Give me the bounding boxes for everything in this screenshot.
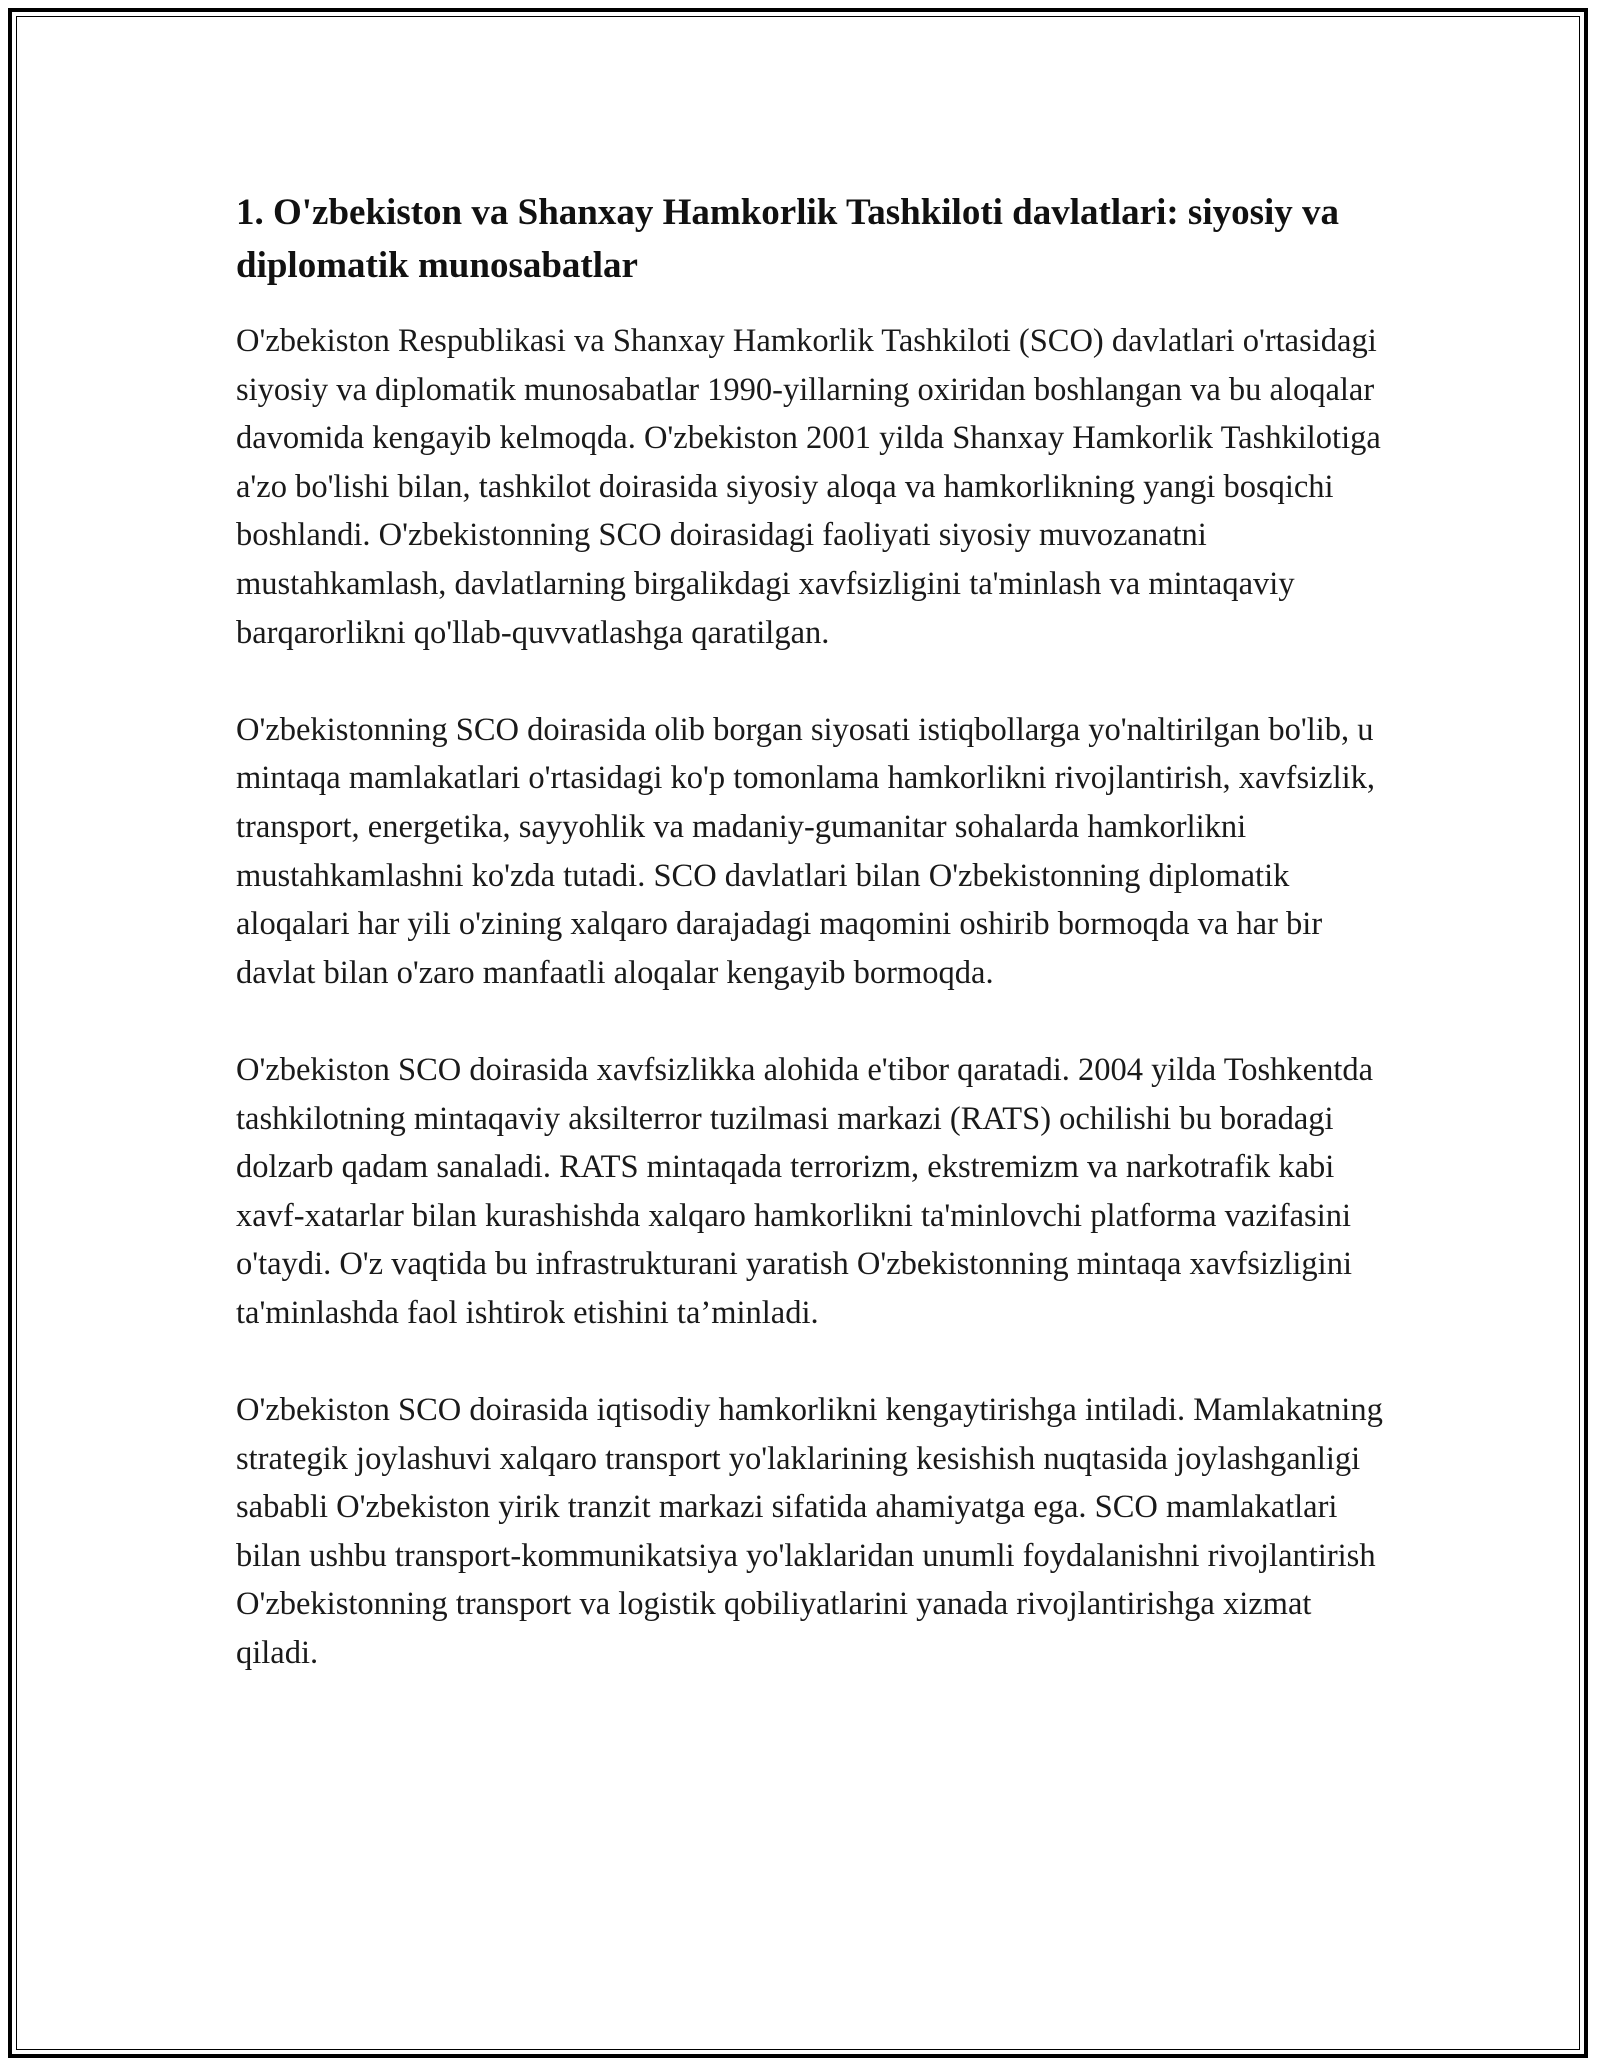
- paragraph-economic-cooperation: O'zbekiston SCO doirasida iqtisodiy hamkorlikni kengaytirishga intiladi. Mamlakatning strategik joylashuvi xalqaro transport yo'laklarining kesishish nuqtasida joylashganligi sababli O'zbekiston yirik tranzit markazi sifatida ahamiyatga ega. SCO mamlakatlari bilan ushbu transport-kommunikatsiya yo'laklaridan unumli foydalanishni rivojlantirish O'zbekistonning transport va logistik qobiliyatlarini yanada rivojlantirishga xizmat qiladi.: [236, 1392, 1383, 1672]
- paragraph-sco-policy: O'zbekistonning SCO doirasida olib borgan siyosati istiqbollarga yo'naltirilgan bo'lib, u mintaqa mamlakatlari o'rtasidagi ko'p tomonlama hamkorlikni rivojlantirish, xavfsizlik, transport, energetika, sayyohlik va madaniy-gumanitar sohalarda hamkorlikni mustahkamlashni ko'zda tutadi. SCO davlatlari bilan O'zbekistonning diplomatik aloqalari har yili o'zining xalqaro darajadagi maqomini oshirib bormoqda va har bir davlat bilan o'zaro manfaatli aloqalar kengayib bormoqda.: [236, 711, 1376, 991]
- paragraph-security: O'zbekiston SCO doirasida xavfsizlikka alohida e'tibor qaratadi. 2004 yilda Toshkentda tashkilotning mintaqaviy aksilterror tuzilmasi markazi (RATS) ochilishi bu boradagi dolzarb qadam sanaladi. RATS mintaqada terrorizm, ekstremizm va narkotrafik kabi xavf-xatarlar bilan kurashishda xalqaro hamkorlikni ta'minlovchi platforma vazifasini o'taydi. O'z vaqtida bu infrastrukturani yaratish O'zbekistonning mintaqa xavfsizligini ta'minlashda faol ishtirok etishini ta’minladi.: [236, 1051, 1374, 1331]
- paragraph-political-relations: O'zbekiston Respublikasi va Shanxay Hamkorlik Tashkiloti (SCO) davlatlari o'rtasidagi siyosiy va diplomatik munosabatlar 1990-yillarning oxiridan boshlangan va bu aloqalar davomida kengayib kelmoqda. O'zbekiston 2001 yilda Shanxay Hamkorlik Tashkilotiga a'zo bo'lishi bilan, tashkilot doirasida siyosiy aloqa va hamkorlikning yangi bosqichi boshlandi. O'zbekistonning SCO doirasidagi faoliyati siyosiy muvozanatni mustahkamlash, davlatlarning birgalikdagi xavfsizligini ta'minlash va mintaqaviy barqarorlikni qo'llab-quvvatlashga qaratilgan.: [236, 323, 1381, 651]
- section-heading: 1. O'zbekiston va Shanxay Hamkorlik Tashkiloti davlatlari: siyosiy va diplomatik munosabatlar: [236, 192, 1340, 286]
- document-body: [236, 186, 1386, 1726]
